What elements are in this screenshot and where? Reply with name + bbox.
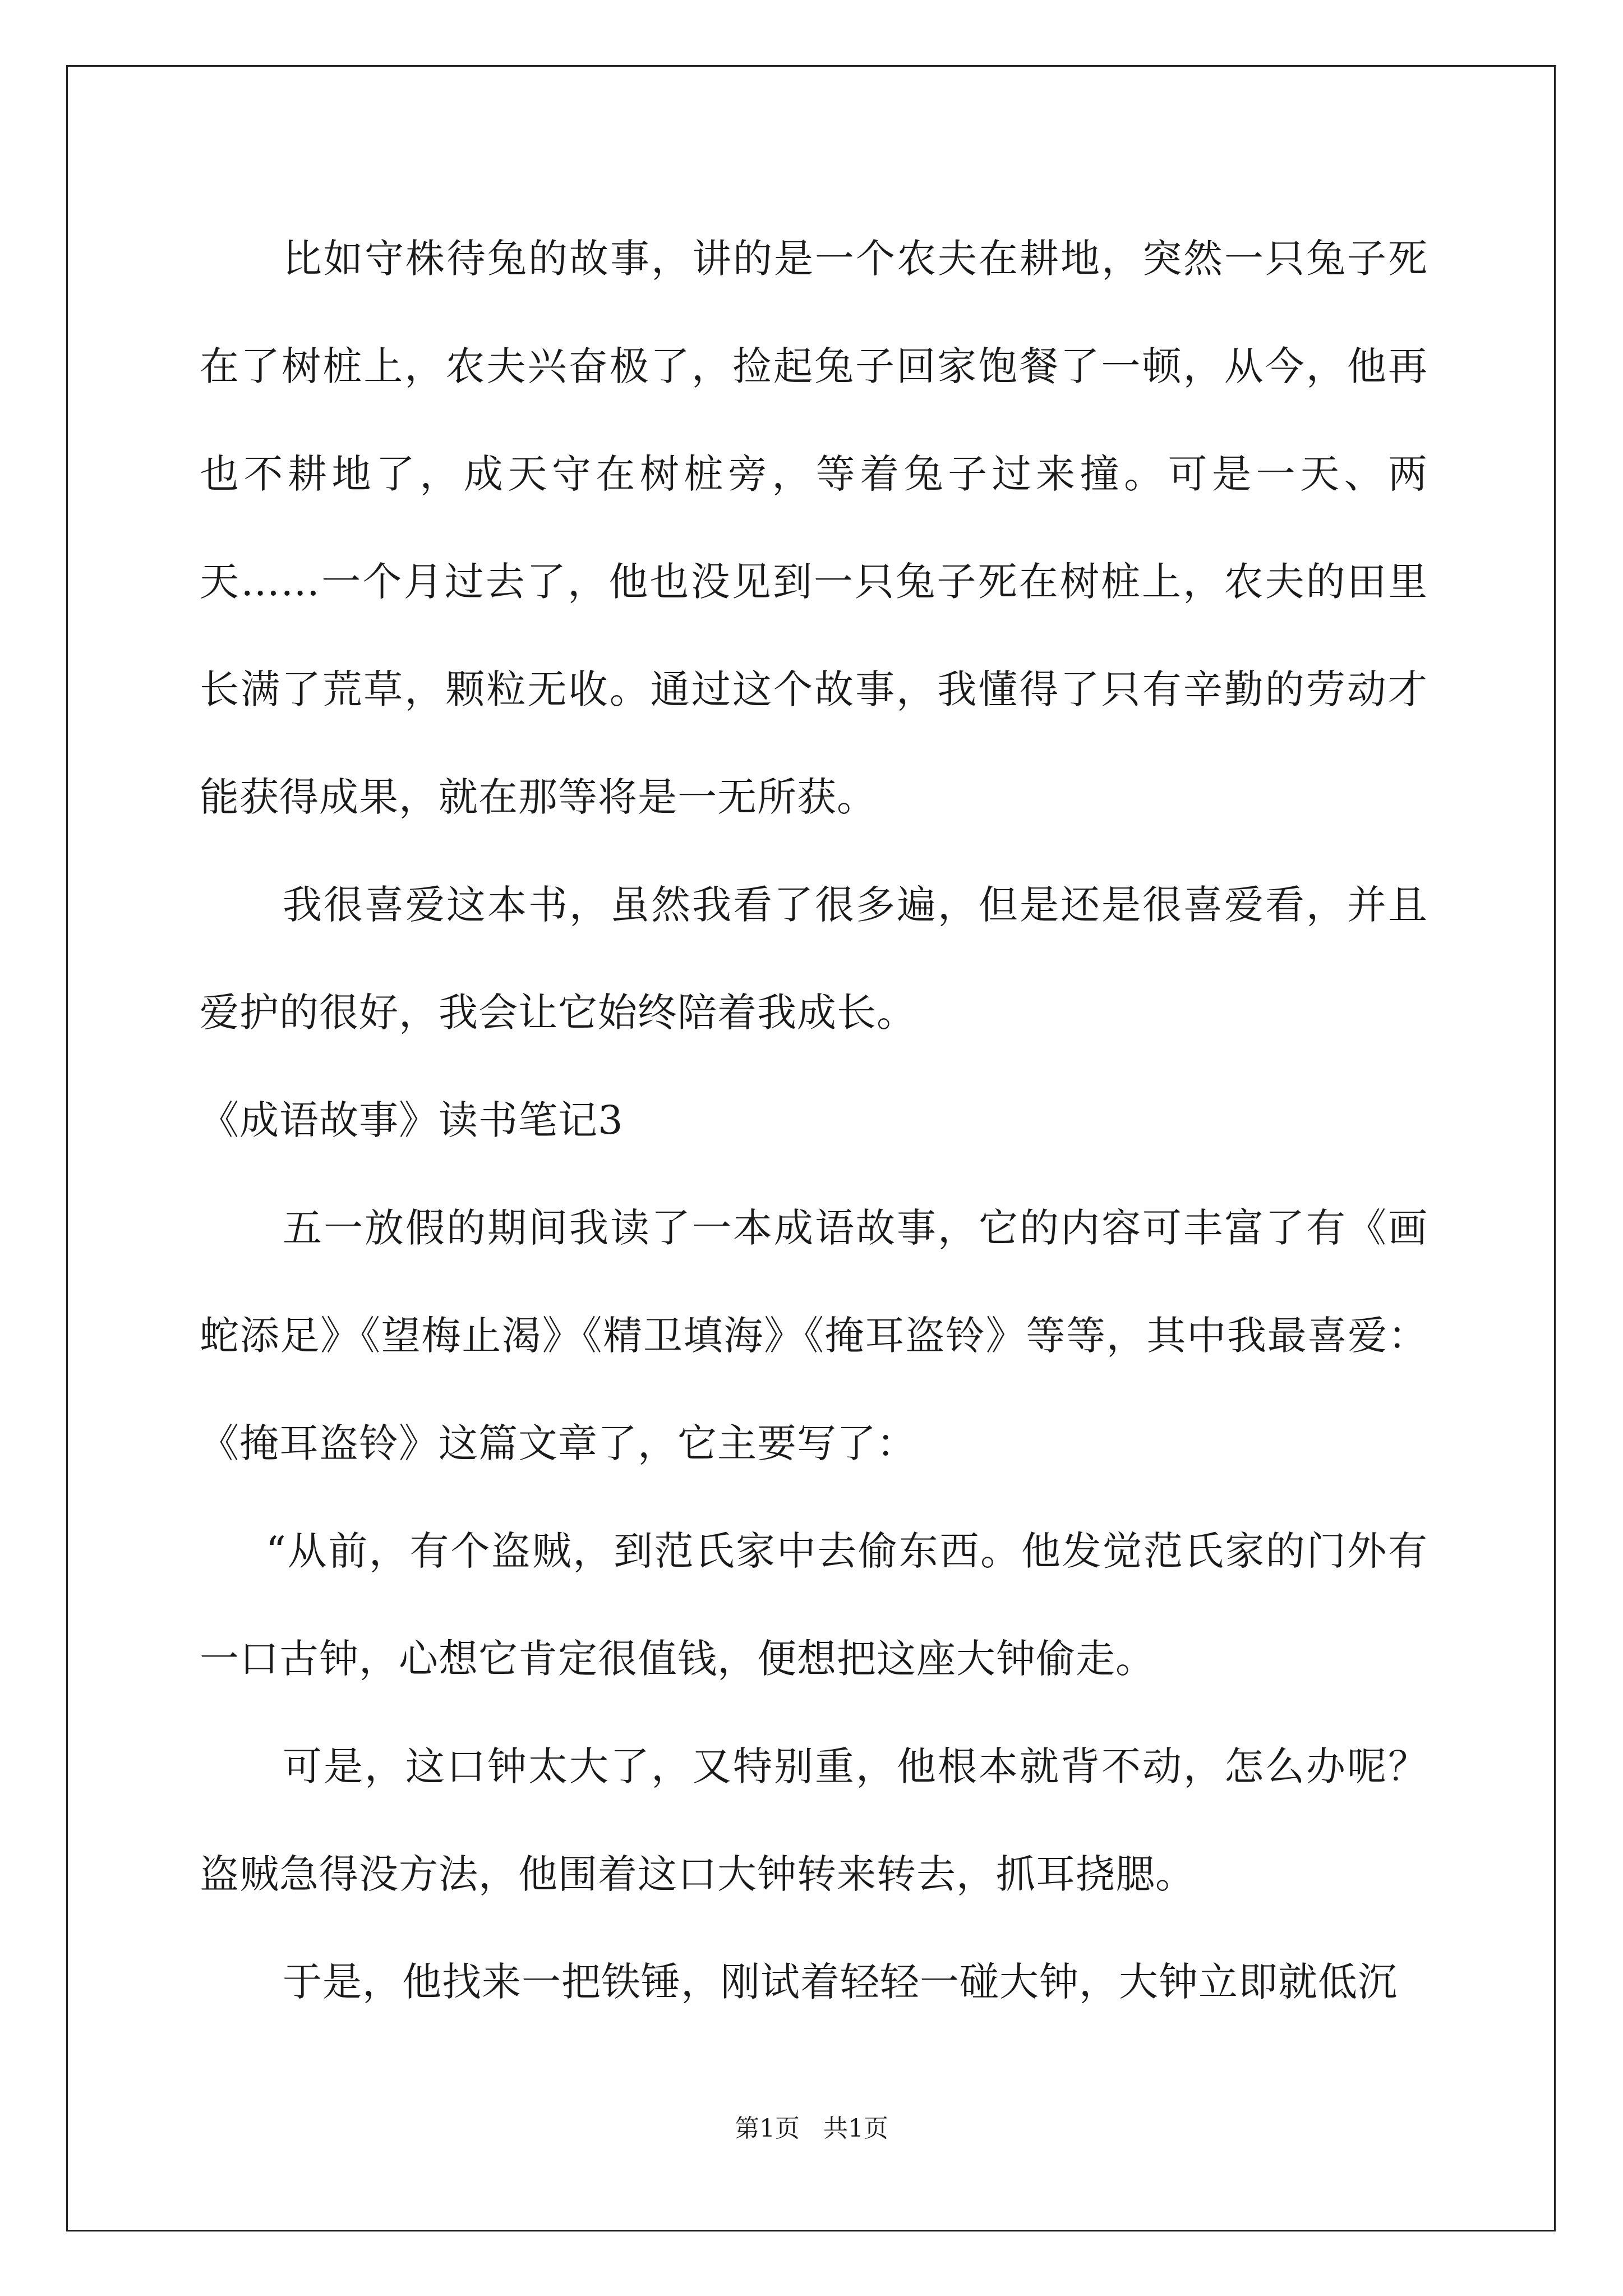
paragraph-love-book: 我很喜爱这本书，虽然我看了很多遍，但是还是很喜爱看，并且爱护的很好，我会让它始终陪着我成长。 <box>200 882 1428 1036</box>
page-footer <box>0 2112 1623 2146</box>
paragraph-thief-intro: “从前，有个盗贼，到范氏家中去偷东西。他发觉范氏家的门外有一口古钟，心想它肯定很值钱，便想把这座大钟偷走。 <box>200 1528 1428 1682</box>
paragraph-rabbit-story: 比如守株待兔的故事，讲的是一个农夫在耕地，突然一只兔子死在了树桩上，农夫兴奋极了，捡起兔子回家饱餐了一顿，从今，他再也不耕地了，成天守在树桩旁，等着兔子过来撞。可是一天、两天……一个月过去了，他也没见到一只兔子死在树桩上，农夫的田里长满了荒草，颗粒无收。通过这个故事，我懂得了只有辛勤的劳动才能获得成果，就在那等将是一无所获。 <box>200 236 1428 820</box>
page-number-total: 共1页 <box>823 2114 888 2143</box>
paragraph-hammer: 于是，他找来一把铁锤，刚试着轻轻一碰大钟，大钟立即就低沉 <box>283 1959 1398 2005</box>
paragraph-bell-heavy: 可是，这口钟太大了，又特别重，他根本就背不动，怎么办呢？盗贼急得没方法，他围着这口大钟转来转去，抓耳挠腮。 <box>200 1743 1428 1897</box>
section-title: 《成语故事》读书笔记3 <box>200 1097 624 1143</box>
document-body <box>200 205 1428 2036</box>
paragraph-may-day: 五一放假的期间我读了一本成语故事，它的内容可丰富了有《画蛇添足》《望梅止渴》《精卫填海》《掩耳盗铃》等等，其中我最喜爱：《掩耳盗铃》这篇文章了，它主要写了： <box>200 1205 1428 1466</box>
page-number-current: 第1页 <box>735 2114 800 2143</box>
